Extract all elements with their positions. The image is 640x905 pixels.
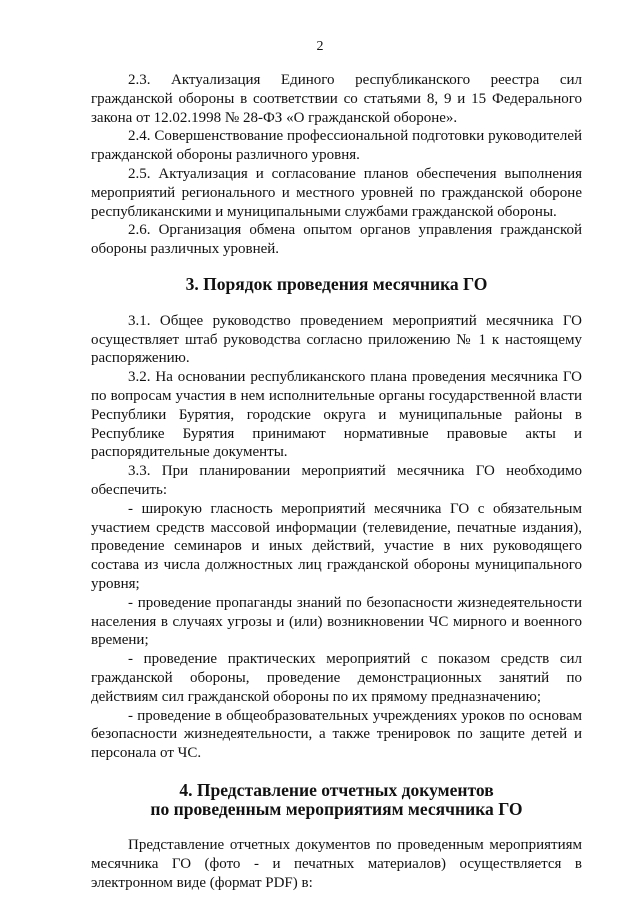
document-body — [91, 71, 582, 893]
section-4-heading-line-1: 4. Представление отчетных документов — [179, 779, 494, 800]
paragraph-2-3: 2.3. Актуализация Единого республиканского реестра сил гражданской обороны в соответствии со статьями 8, 9 и 15 Федерального закона от 12.02.1998 № 28-ФЗ «О гражданской обороне». — [91, 72, 582, 126]
paragraph-3-1: 3.1. Общее руководство проведением мероприятий месячника ГО осуществляет штаб руководства согласно приложению № 1 к настоящему распоряжению. — [91, 312, 582, 367]
paragraph-2-5: 2.5. Актуализация и согласование планов обеспечения выполнения мероприятий регионального и местного уровней по гражданской обороне республиканскими и муниципальными службами гражданской обороны. — [91, 165, 582, 220]
paragraph-3-3: 3.3. При планировании мероприятий месячника ГО необходимо обеспечить: — [91, 463, 582, 498]
paragraph-4-intro: Представление отчетных документов по проведенным мероприятиям месячника ГО (фото - и печатных материалов) осуществляется в электронном виде (формат PDF) в: — [91, 837, 582, 892]
list-item-school-lessons: - проведение в общеобразовательных учреждениях уроков по основам безопасности жизнедеятельности, а также тренировок по защите детей и персонала от ЧС. — [91, 707, 582, 762]
paragraph-2-4: 2.4. Совершенствование профессиональной подготовки руководителей гражданской обороны различного уровня. — [91, 128, 582, 164]
section-4-heading-line-2: по проведенным мероприятиям месячника ГО — [150, 798, 523, 819]
list-item-propaganda: - проведение пропаганды знаний по безопасности жизнедеятельности населения в случаях угрозы и (или) возникновении ЧС мирного и военного времени; — [91, 594, 582, 649]
section-4-heading — [91, 781, 582, 819]
paragraph-3-2: 3.2. На основании республиканского плана проведения месячника ГО по вопросам участия в нем исполнительные органы государственной власти Республики Бурятия, городские округа и муниципальные районы в Республике Бурятия принимают нормативные правовые акты и распорядительные документы. — [91, 369, 582, 461]
list-item-publicity: - широкую гласность мероприятий месячника ГО с обязательным участием средств массовой информации (телевидение, печатные издания), проведение семинаров и иных действий, участие в них руководящего состава из числа должностных лиц гражданской обороны муниципального уровня; — [91, 500, 582, 592]
section-3-heading: 3. Порядок проведения месячника ГО — [185, 273, 488, 294]
paragraph-2-6: 2.6. Организация обмена опытом органов управления гражданской обороны различных уровней. — [91, 222, 582, 258]
page-number: 2 — [316, 39, 324, 54]
list-item-practical-measures: - проведение практических мероприятий с показом средств сил гражданской обороны, проведение демонстрационных занятий по действиям сил гражданской обороны по их прямому предназначению; — [91, 651, 582, 705]
